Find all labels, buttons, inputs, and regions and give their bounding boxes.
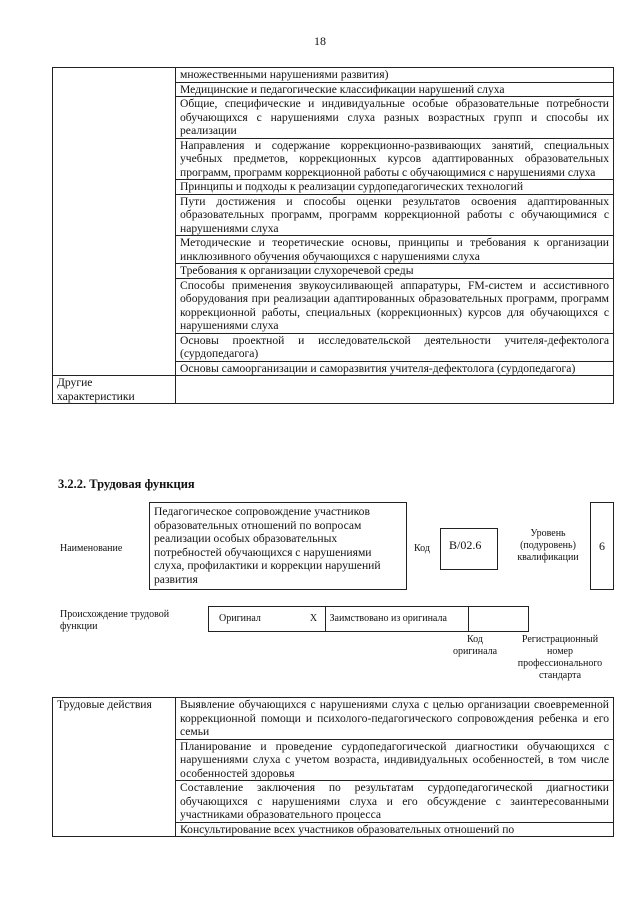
- left-column-empty: [53, 68, 176, 376]
- knowledge-table: [52, 67, 614, 404]
- origin-code-cell: [468, 607, 528, 632]
- origin-label: Происхождение трудовой функции: [60, 609, 170, 632]
- table-cell: Основы проектной и исследовательской деятельности учителя-дефектолога (сурдопедагога): [176, 333, 614, 361]
- table-row: [53, 376, 614, 404]
- page-number: 18: [314, 34, 326, 48]
- table-cell: множественными нарушениями развития): [176, 68, 614, 83]
- code-value: B/02.6: [440, 528, 498, 570]
- actions-table: [52, 697, 614, 837]
- level-label: Уровень (подуровень) квалификации: [517, 528, 579, 563]
- origin-borrowed-label: Заимствовано из оригинала: [325, 607, 468, 632]
- table-cell: Требования к организации слухоречевой среды: [176, 264, 614, 279]
- table-cell: Общие, специфические и индивидуальные особые образовательные потребности обучающихся с нарушениями слуха разных возрастных групп и способы их реализации: [176, 97, 614, 139]
- other-characteristics-value: [176, 376, 614, 404]
- origin-table: [208, 606, 640, 632]
- table-cell: Принципы и подходы к реализации сурдопедагогических технологий: [176, 180, 614, 195]
- origin-reg-cell: [529, 607, 640, 632]
- table-cell: Пути достижения и способы оценки результатов освоения адаптированных образовательных программ, программ коррекционной работы с обучающимися с нарушениями слуха: [176, 194, 614, 236]
- section-heading: 3.2.2. Трудовая функция: [58, 477, 195, 491]
- table-cell: Основы самоорганизации и саморазвития учителя-дефектолога (сурдопедагога): [176, 361, 614, 376]
- name-label: Наименование: [60, 543, 123, 554]
- other-characteristics-label: Другие характеристики: [53, 376, 176, 404]
- action-item: Консультирование всех участников образовательных отношений по: [176, 822, 613, 837]
- table-cell: Методические и теоретические основы, принципы и требования к организации инклюзивного обучения обучающихся с нарушениями слуха: [176, 236, 614, 264]
- code-caption: Код оригинала: [452, 634, 498, 657]
- table-cell: Способы применения звукоусиливающей аппаратуры, FM-систем и ассистивного оборудования при реализации адаптированных образовательных программ, программ коррекционной работы, специальных (коррекционных) курсов для обучающихся с нарушениями слуха: [176, 278, 614, 333]
- level-value: 6: [590, 502, 614, 590]
- actions-label: Трудовые действия: [53, 698, 176, 837]
- table-row: [53, 68, 614, 83]
- table-row: [209, 607, 640, 632]
- table-cell: Медицинские и педагогические классификации нарушений слуха: [176, 82, 614, 97]
- action-item: Составление заключения по результатам сурдопедагогической диагностики обучающихся с нарушениями слуха и его обсуждение с заинтересованными участниками образовательного процесса: [176, 780, 613, 822]
- table-row: [53, 698, 614, 837]
- origin-original-label: Оригинал: [209, 607, 303, 632]
- table-cell: Направления и содержание коррекционно-развивающих занятий, специальных учебных предметов, коррекционных курсов адаптированных образовательных программ, программ коррекционной работы с обучающимися с нарушениями слуха: [176, 138, 614, 180]
- registration-caption: Регистрационный номер профессионального стандарта: [517, 634, 603, 681]
- origin-mark: X: [303, 607, 325, 632]
- function-name-box: Педагогическое сопровождение участников образовательных отношений по вопросам реализации особых образовательных потребностей обучающихся с нарушениями слуха, профилактики и коррекции нарушений развития: [149, 502, 407, 590]
- code-label: Код: [414, 543, 430, 554]
- action-item: Планирование и проведение сурдопедагогической диагностики обучающихся с нарушениями слуха с учетом возраста, индивидуальных особенностей, в том числе особенностей здоровья: [176, 739, 613, 781]
- action-item: Выявление обучающихся с нарушениями слуха с целью организации своевременной коррекционной помощи и психолого-педагогического сопровождения ребенка и его семьи: [180, 698, 609, 738]
- actions-cell: [176, 698, 614, 837]
